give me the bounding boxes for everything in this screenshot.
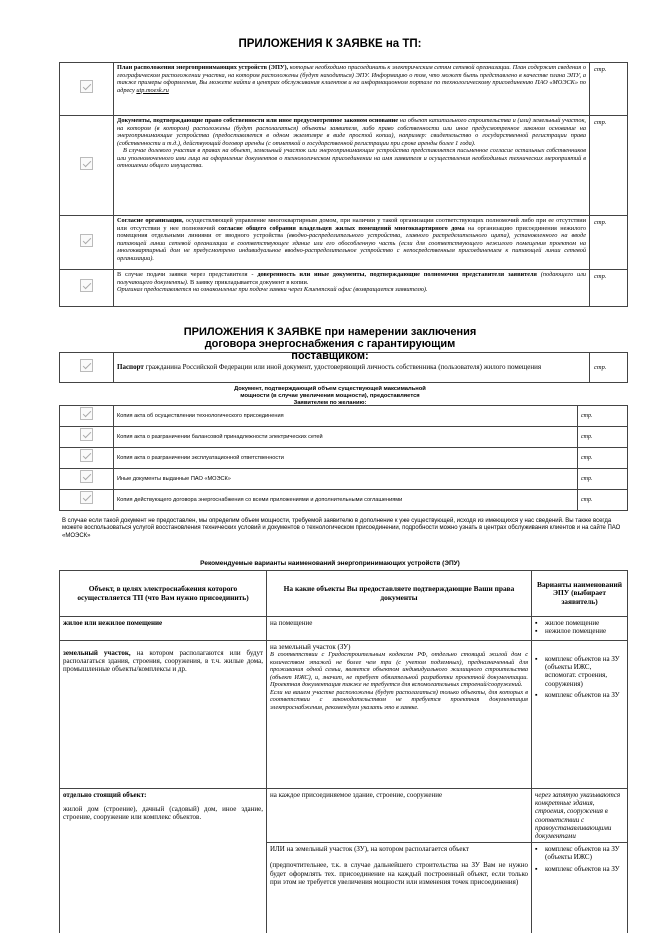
object-cell: земельный участок, на котором располагаются или будут располагаться здания, строения, сооружения, в т.ч. жилые дома, промышленные объекты/комплексы и др. <box>60 641 267 789</box>
table-row <box>60 641 628 789</box>
epu-names-table <box>59 570 628 933</box>
variants-cell <box>532 641 628 789</box>
checkbox[interactable] <box>60 469 114 490</box>
passport-table <box>59 352 628 383</box>
checkmark-icon <box>80 491 93 504</box>
documents-cell: на помещение <box>267 617 532 641</box>
header-documents: На какие объекты Вы предоставляете подтверждающие Ваши права документы <box>267 571 532 617</box>
object-cell: отдельно стоящий объект: жилой дом (строение), дачный (садовый) дом, иное здание, строение, сооружение или комплекс объектов. <box>60 789 267 933</box>
header-object: Объект, в целях электроснабжения которого осуществляется ТП (что Вам нужно присоединить) <box>60 571 267 617</box>
row-text: Копия акта об осуществлении технологического присоединения <box>114 406 578 427</box>
list-item: ▪ нежилое помещение <box>535 627 624 635</box>
title-supply-attachments: ПРИЛОЖЕНИЯ К ЗАЯВКЕ при намерении заключения договора энергоснабжения с гарантирующим поставщиком: <box>183 326 477 362</box>
variants-cell: через запятую указываются конкретные здания, строения, сооружения в соответствии с правоустанавливающими документами <box>532 789 628 843</box>
row-text: В случае подачи заявки через представителя - доверенность или иные документы, подтверждающие полномочия представителя заявителя (подающего или получающего документы). В заявку прикладывается документ в копии. Оригинал предоставляется на ознакомление при подаче заявки через Клиентский офис (возвращается заявителю). <box>114 270 590 307</box>
page-ref: стр. <box>578 490 628 511</box>
list-item: ▪ комплекс объектов на ЗУ (объекты ИЖС, вспомогат. строения, сооружения) <box>535 655 624 688</box>
table-row <box>60 789 628 843</box>
checkmark-icon <box>80 407 93 420</box>
checkmark-icon <box>80 359 93 372</box>
checkbox[interactable] <box>60 270 114 307</box>
checkmark-icon <box>80 279 93 292</box>
table-row <box>60 116 628 216</box>
checkbox[interactable] <box>60 427 114 448</box>
row-text: Паспорт гражданина Российской Федерации или иной документ, удостоверяющий личность собственника (пользователя) жилого помещения <box>114 353 590 383</box>
row-text: Согласие организации, осуществляющей управление многоквартирным домом, при наличии у такой организации соответствующих полномочий либо при ее отсутствии или отсутствии у нее полномочий согласие общего собрания владельцев жилых помещений многоквартирного дома на организацию присоединения нежилого помещения отдельными линиями от вводного устройства (вводно-распределительного устройства, главного распределительного щита), установленного на вводе питающей линии сетевой организации в соответствующее здание или его обособленную часть (если для соответствующего нежилого помещения проектом на многоквартирный дом не предусмотрено индивидуальное вводно-распределительное устройство с непосредственным присоединением к питающей линии сетевой организации). <box>114 216 590 270</box>
checkbox[interactable] <box>60 116 114 216</box>
table-row <box>60 469 628 490</box>
checkbox[interactable] <box>60 448 114 469</box>
documents-cell: ИЛИ на земельный участок (ЗУ), на котором располагается объект (предпочтительнее, т.к. в случае дальнейшего строительства на ЗУ Вам не нужно будет оформлять тех. присоединение на каждый построенный объект, если только при этом не требуется увеличения мощности или изменения точек присоединения) <box>267 843 532 933</box>
checkmark-icon <box>80 449 93 462</box>
variants-cell <box>532 843 628 933</box>
checkbox[interactable] <box>60 490 114 511</box>
checkmark-icon <box>80 157 93 170</box>
row-text: План расположения энергопринимающих устройств (ЭПУ), которые необходимо присоединить к электрическим сетям сетевой организации. План содержит сведения о географическом расположении участка, на котором расположены (будут находиться) ЭПУ. Информацию о том, что может быть представлено в качестве плана ЭПУ, а также примеры оформления, Вы можете найти в центрах обслуживания клиентов и на информационном портале по технологическому присоединению ПАО «МОЭСК» по адресу utp.moesk.ru <box>114 63 590 116</box>
list-item: ▪ жилое помещение <box>535 619 624 627</box>
checkmark-icon <box>80 470 93 483</box>
list-item: ▪ комплекс объектов на ЗУ <box>535 691 624 699</box>
capacity-note: В случае если такой документ не предоставлен, мы определим объем мощности, требуемой заявителю в дополнение к уже существующей, исходя из имеющихся у нас сведений. Вы также всегда можете воспользоваться услугой восстановления технических условий и документов о технологическом присоединении, подробности можно узнать в центрах обслуживания клиентов и на сайте ПАО «МОЭСК» <box>62 518 621 539</box>
capacity-docs-table <box>59 405 628 511</box>
tp-attachments-table <box>59 62 628 307</box>
row-text: Копия акта о разграничении эксплуатационной ответственности <box>114 448 578 469</box>
table-row <box>60 63 628 116</box>
page-ref: стр. <box>590 270 628 307</box>
row-text: Копия акта о разграничении балансовой принадлежности электрических сетей <box>114 427 578 448</box>
list-item: ▪ комплекс объектов на ЗУ <box>535 865 624 873</box>
page-ref: стр. <box>590 216 628 270</box>
checkbox[interactable] <box>60 216 114 270</box>
table-row <box>60 448 628 469</box>
page-ref: стр. <box>590 116 628 216</box>
table-row <box>60 427 628 448</box>
checkmark-icon <box>80 80 93 93</box>
header-variants: Варианты наименований ЭПУ (выбирает заявитель) <box>532 571 628 617</box>
table-row <box>60 216 628 270</box>
table-row <box>60 270 628 307</box>
table-row <box>60 406 628 427</box>
table-header-row <box>60 571 628 617</box>
list-item: ▪ комплекс объектов на ЗУ (объекты ИЖС) <box>535 845 624 861</box>
checkmark-icon <box>80 428 93 441</box>
table-row <box>60 353 628 383</box>
capacity-doc-title: Документ, подтверждающий объем существующей максимальной мощности (в случае увеличения мощности), предоставляется Заявителем по желанию: <box>234 386 426 406</box>
table-row <box>60 617 628 641</box>
checkbox[interactable] <box>60 353 114 383</box>
object-cell: жилое или нежилое помещение <box>60 617 267 641</box>
title-tp-attachments: ПРИЛОЖЕНИЯ К ЗАЯВКЕ на ТП: <box>238 38 422 50</box>
documents-cell: на каждое присоединяемое здание, строение, сооружение <box>267 789 532 843</box>
checkbox[interactable] <box>60 406 114 427</box>
epu-names-title: Рекомендуемые варианты наименований энергопринимающих устройств (ЭПУ) <box>200 560 460 567</box>
link-utp[interactable]: utp.moesk.ru <box>136 86 169 94</box>
page-ref: стр. <box>590 63 628 116</box>
table-row <box>60 490 628 511</box>
row-text: Иные документы выданные ПАО «МОЭСК» <box>114 469 578 490</box>
page-ref: стр. <box>578 448 628 469</box>
page-ref: стр. <box>578 406 628 427</box>
page-ref: стр. <box>578 469 628 490</box>
checkbox[interactable] <box>60 63 114 116</box>
variants-cell <box>532 617 628 641</box>
page-ref: стр. <box>590 353 628 383</box>
documents-cell: на земельный участок (ЗУ) В соответствии с Градостроительным кодексом РФ, отдельно стоящий жилой дом с количеством этажей не более чем три (с учетом подземных), предназначенный для проживания одной семьи, является объектом индивидуального жилищного строительства (объект ИЖС), и, значит, не требует обязательной разработки проектной документации. Проектная документация также не требуется для вспомогательных строений/сооружений. Если на вашем участке расположены (будут располагаться) только объекты, для которых в соответствии с законодательством не требуется проектная документация электроснабжения, рекомендуем указать это в заявке. <box>267 641 532 789</box>
page-ref: стр. <box>578 427 628 448</box>
checkmark-icon <box>80 234 93 247</box>
row-text: Копия действующего договора энергоснабжения со всеми приложениями и дополнительными соглашениями <box>114 490 578 511</box>
row-text: Документы, подтверждающие право собственности или иное предусмотренное законом основание на объект капитального строительства и (или) земельный участок, на котором (в котором) расположены (будут располагаться) объекты заявителя, либо право собственности или иное предусмотренное законом основание на энергопринимающие устройства (предоставляется в одном экземпляре в виде простой копии), например: свидетельство о государственной регистрации права (собственности и т.д.), действующий договор аренды (с отметкой о государственной регистрации при сроке аренды более 1 года). В случае долевого участия в правах на объект, земельный участок или энергопринимающие устройства представляется письменное согласие остальных собственников или уполномоченного ими лица на оформление документов о технологическом присоединении на имя заявителя и осуществления необходимых технических мероприятий в отношении общего имущества. <box>114 116 590 216</box>
